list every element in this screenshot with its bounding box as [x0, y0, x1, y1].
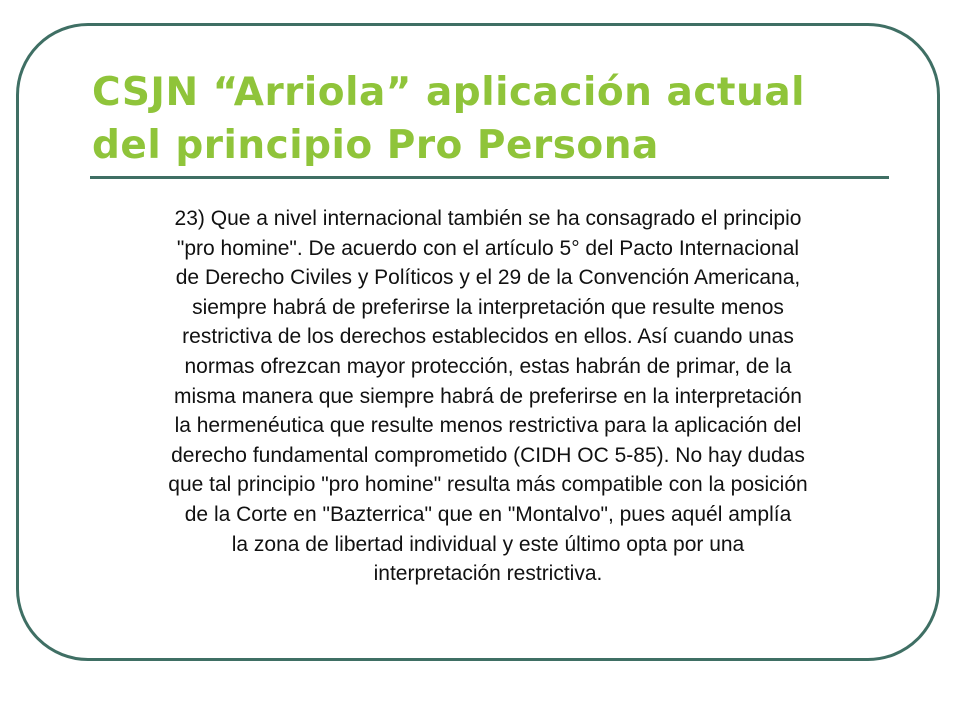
body-line: la zona de libertad individual y este último opta por una [231, 532, 745, 556]
body-line: la hermenéutica que resulte menos restrictiva para la aplicación del [174, 414, 802, 438]
title-line-2: del principio Pro Persona [92, 123, 659, 168]
title-line-1: CSJN “Arriola” aplicación actual [92, 70, 806, 115]
body-line: 23) Que a nivel internacional también se ha consagrado el principio [174, 207, 802, 230]
body-line: "pro homine". De acuerdo con el artículo 5° del Pacto Internacional [176, 236, 800, 260]
body-line: interpretación restrictiva. [373, 562, 603, 586]
body-line: derecho fundamental comprometido (CIDH OC 5-85). No hay dudas [171, 443, 805, 467]
title-divider [90, 176, 889, 179]
body-line: de Derecho Civiles y Políticos y el 29 de la Convención Americana, [175, 266, 801, 290]
body-line: siempre habrá de preferirse la interpretación que resulte menos [192, 295, 784, 319]
slide-title [92, 66, 892, 172]
body-line: que tal principio "pro homine" resulta más compatible con la posición [168, 473, 808, 497]
body-line: de la Corte en "Bazterrica" que en "Montalvo", pues aquél amplía [184, 502, 792, 526]
body-line: misma manera que siempre habrá de preferirse en la interpretación [174, 384, 802, 408]
slide-body-text [78, 204, 898, 589]
body-line: normas ofrezcan mayor protección, estas habrán de primar, de la [184, 354, 792, 378]
body-line: restrictiva de los derechos establecidos en ellos. Así cuando unas [182, 325, 794, 349]
